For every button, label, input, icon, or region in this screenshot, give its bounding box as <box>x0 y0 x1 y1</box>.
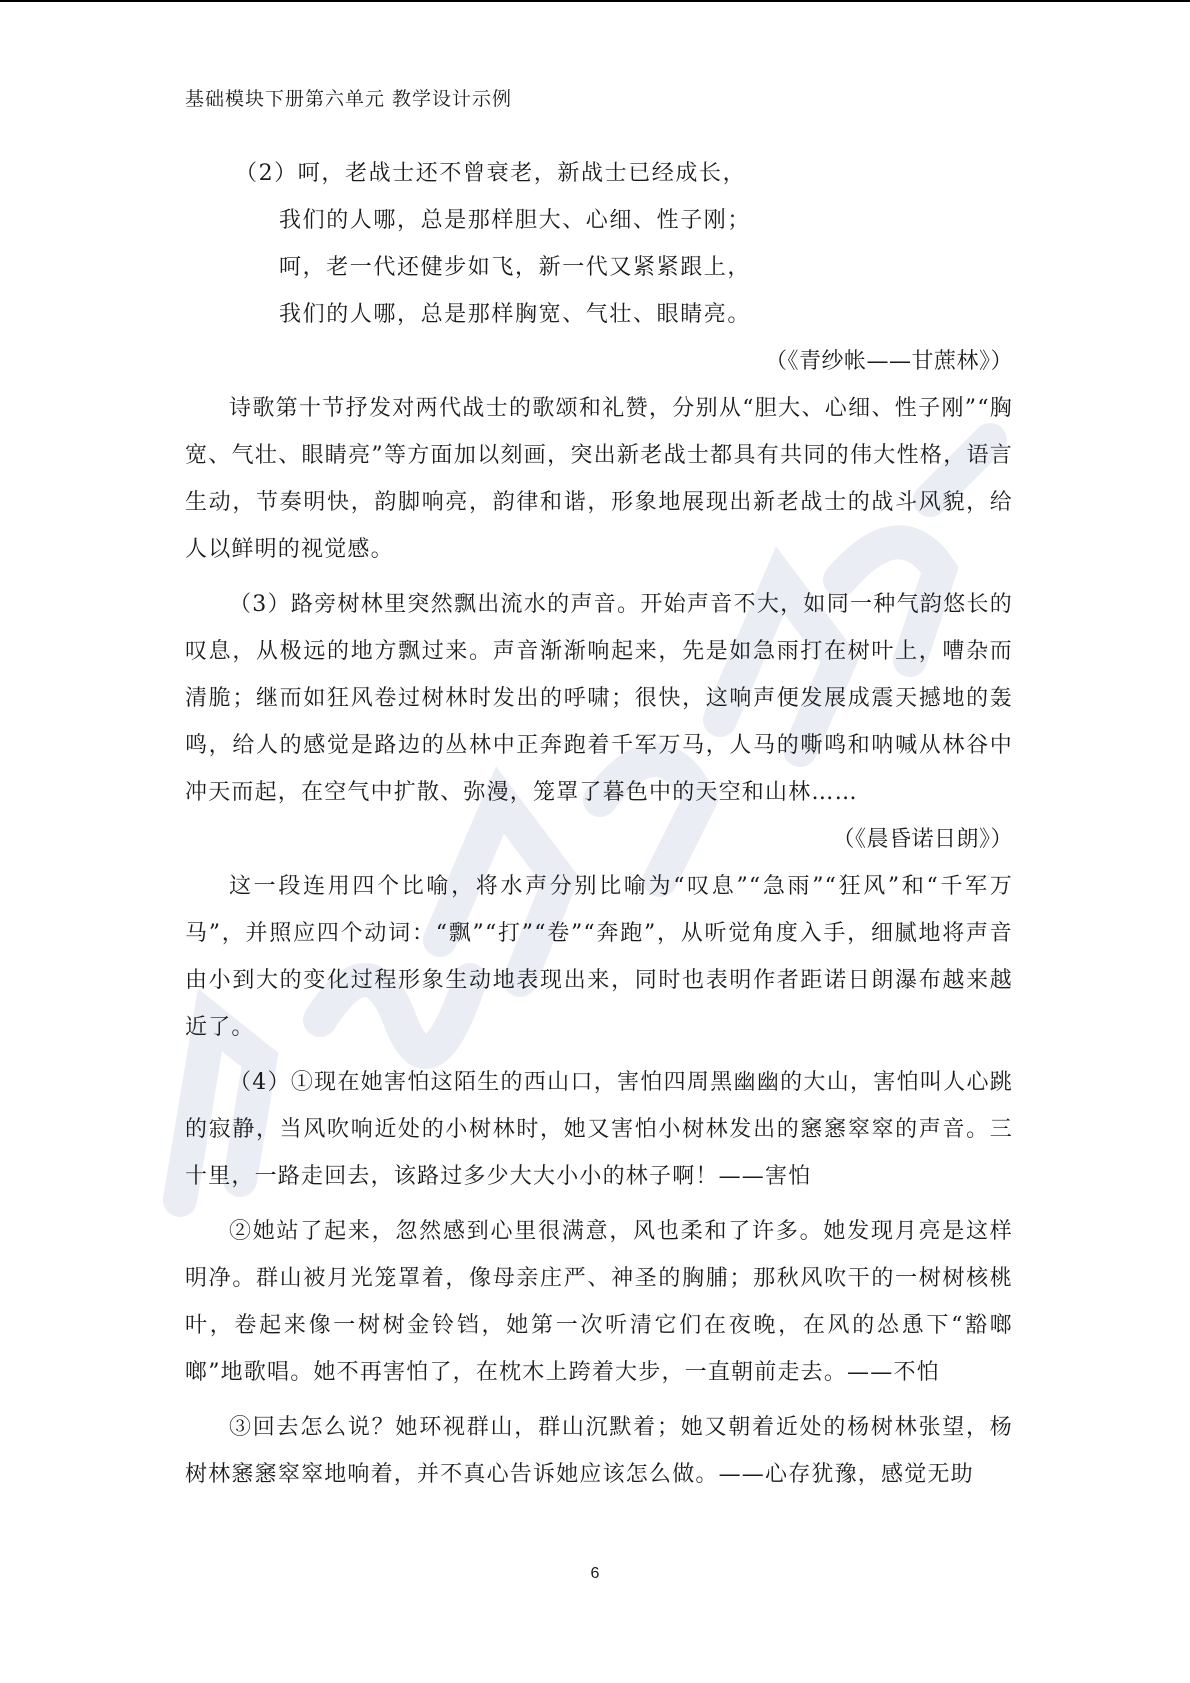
analysis-paragraph-1: 诗歌第十节抒发对两代战士的歌颂和礼赞，分别从“胆大、心细、性子刚”“胸宽、气壮、眼睛亮”等方面加以刻画，突出新老战士都具有共同的伟大性格，语言生动，节奏明快，韵脚响亮，韵律和谐，形象地展现出新老战士的战斗风貌，给人以鲜明的视觉感。 <box>185 396 1013 562</box>
excerpt-3-paragraph: （3）路旁树林里突然飘出流水的声音。开始声音不大，如同一种气韵悠长的叹息，从极远的地方飘过来。声音渐渐响起来，先是如急雨打在树叶上，嘈杂而清脆；继而如狂风卷过树林时发出的呼啸；很快，这响声便发展成震天撼地的轰鸣，给人的感觉是路边的丛林中正奔跑着千军万马，人马的嘶鸣和呐喊从林谷中冲天而起，在空气中扩散、弥漫，笼罩了暮色中的天空和山林…… <box>185 592 1013 805</box>
poem-line-2: 我们的人哪，总是那样胆大、心细、性子刚； <box>279 208 752 233</box>
poem-source: （《青纱帐——甘蔗林》） <box>764 349 1013 374</box>
excerpt-4-part-3: ③回去怎么说？她环视群山，群山沉默着；她又朝着近处的杨树林张望，杨树林窸窸窣窣地响着，并不真心告诉她应该怎么做。——心存犹豫，感觉无助 <box>185 1415 1013 1487</box>
analysis-paragraph-2: 这一段连用四个比喻，将水声分别比喻为“叹息”“急雨”“狂风”和“千军万马”，并照应四个动词：“飘”“打”“卷”“奔跑”，从听觉角度入手，细腻地将声音由小到大的变化过程形象生动地表现出来，同时也表明作者距诺日朗瀑布越来越近了。 <box>185 874 1013 1040</box>
page-number: 6 <box>590 1565 600 1582</box>
page-content <box>185 150 1013 1498</box>
poem-line-3: 呵，老一代还健步如飞，新一代又紧紧跟上， <box>279 255 752 280</box>
poem-line-4: 我们的人哪，总是那样胸宽、气壮、眼睛亮。 <box>279 302 752 327</box>
excerpt-4-part-1: （4）①现在她害怕这陌生的西山口，害怕四周黑幽幽的大山，害怕叫人心跳的寂静，当风吹响近处的小树林时，她又害怕小树林发出的窸窸窣窣的声音。三十里，一路走回去，该路过多少大大小小的林子啊！——害怕 <box>185 1070 1013 1189</box>
top-rule <box>0 0 1190 2</box>
excerpt-3-source: （《晨昏诺日朗》） <box>832 827 1013 852</box>
page-header: 基础模块下册第六单元 教学设计示例 <box>185 88 513 110</box>
excerpt-4-part-2: ②她站了起来，忽然感到心里很满意，风也柔和了许多。她发现月亮是这样明净。群山被月光笼罩着，像母亲庄严、神圣的胸脯；那秋风吹干的一树树核桃叶，卷起来像一树树金铃铛，她第一次听清它们在夜晚，在风的怂恿下“豁啷啷”地歌唱。她不再害怕了，在枕木上跨着大步，一直朝前走去。——不怕 <box>185 1219 1013 1385</box>
poem-line-1: （2）呵，老战士还不曾衰老，新战士已经成长， <box>235 161 747 186</box>
